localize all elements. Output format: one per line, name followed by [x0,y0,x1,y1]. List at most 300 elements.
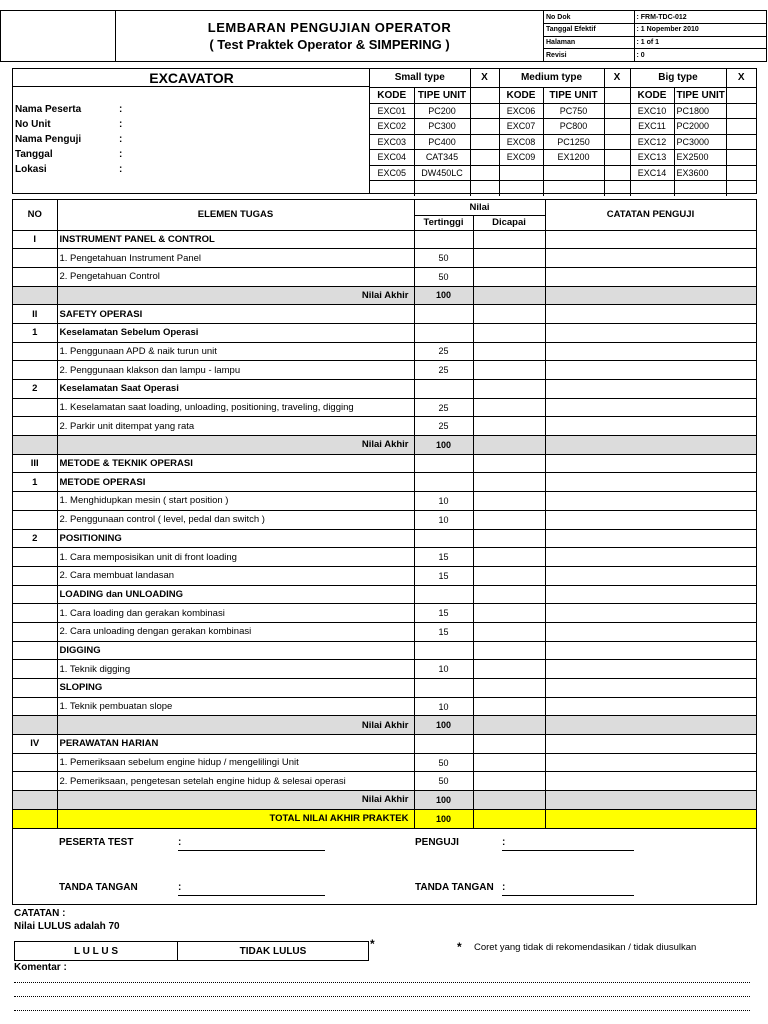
unit-kode: EXC08 [499,134,543,150]
unit-tipe: PC750 [543,103,604,119]
row-tertinggi [414,230,473,249]
row-tertinggi: 10 [414,492,473,511]
row-dicapai-input[interactable] [473,622,545,641]
excavator-title: EXCAVATOR [13,69,370,87]
unit-tipe: PC300 [414,119,470,135]
check-cell[interactable] [726,181,756,197]
row-dicapai-input[interactable] [473,380,545,399]
row-catatan-input[interactable] [545,604,756,623]
unit-type-grid [370,69,756,196]
row-tertinggi [414,473,473,492]
meta-key: Tanggal Efektif [544,24,634,37]
row-dicapai-input[interactable] [473,791,545,810]
row-elemen: METODE & TEKNIK OPERASI [57,454,414,473]
row-no [13,417,57,436]
row-tertinggi [414,305,473,324]
row-elemen: 1. Keselamatan saat loading, unloading, positioning, traveling, digging [57,398,414,417]
peserta-colon: : [178,837,182,848]
row-tertinggi: 50 [414,249,473,268]
row-catatan-input[interactable] [545,622,756,641]
field-label: No Unit [15,119,51,130]
title-line-2: ( Test Praktek Operator & SIMPERING ) [209,37,450,52]
status-asterisk: * [370,937,375,951]
task-row [13,249,756,268]
row-dicapai-input[interactable] [473,585,545,604]
row-no [13,585,57,604]
row-catatan-input[interactable] [545,548,756,567]
row-dicapai-input[interactable] [473,398,545,417]
penguji-label: PENGUJI [415,837,459,848]
row-elemen: 2. Penggunaan klakson dan lampu - lampu [57,361,414,380]
row-no [13,286,57,305]
title-line-1: LEMBARAN PENGUJIAN OPERATOR [207,20,452,35]
row-no [13,753,57,772]
row-elemen: 1. Teknik pembuatan slope [57,697,414,716]
unit-row [370,165,756,181]
row-tertinggi [414,735,473,754]
row-dicapai-input[interactable] [473,417,545,436]
row-tertinggi: 10 [414,697,473,716]
row-tertinggi: 100 [414,436,473,455]
field-colon: : [119,119,123,130]
row-tertinggi [414,323,473,342]
task-row [13,622,756,641]
unit-tipe: PC1250 [543,134,604,150]
section-row [13,230,756,249]
row-catatan-input[interactable] [545,772,756,791]
section-row [13,380,756,399]
tidak-lulus-option[interactable]: TIDAK LULUS [239,945,307,957]
check-cell[interactable] [604,150,630,166]
row-catatan-input[interactable] [545,249,756,268]
task-row [13,566,756,585]
evaluation-table [12,199,757,905]
row-elemen: SLOPING [57,679,414,698]
unit-tipe: DW450LC [414,165,470,181]
unit-tipe: PC400 [414,134,470,150]
row-no [13,398,57,417]
row-no: III [13,454,57,473]
row-dicapai-input[interactable] [473,323,545,342]
row-dicapai-input[interactable] [473,454,545,473]
row-catatan-input[interactable] [545,510,756,529]
task-row [13,342,756,361]
check-cell[interactable] [604,87,630,103]
check-cell[interactable] [604,103,630,119]
row-elemen: METODE OPERASI [57,473,414,492]
col-dicapai-header: Dicapai [473,215,545,230]
section-row [13,529,756,548]
row-tertinggi: 25 [414,398,473,417]
document-header [0,10,767,62]
row-elemen: 2. Cara membuat landasan [57,566,414,585]
row-dicapai-input[interactable] [473,361,545,380]
row-no [13,267,57,286]
row-dicapai-input[interactable] [473,492,545,511]
row-catatan-input[interactable] [545,492,756,511]
row-catatan-input[interactable] [545,305,756,324]
task-row [13,660,756,679]
check-cell[interactable] [604,165,630,181]
unit-tipe: PC3000 [674,134,726,150]
recommendation-note: Coret yang tidak di rekomendasikan / tidak diusulkan [474,942,697,953]
section-row [13,585,756,604]
unit-tipe: EX2500 [674,150,726,166]
document-title [116,11,544,61]
check-cell[interactable] [470,165,499,181]
row-no [13,492,57,511]
nilai-lulus-text: Nilai LULUS adalah 70 [14,921,120,932]
col-tipe-unit: TIPE UNIT [674,87,726,103]
col-elemen-header: ELEMEN TUGAS [57,200,414,230]
section-row [13,473,756,492]
total-row [13,809,756,828]
field-tanggal[interactable] [15,149,123,160]
row-tertinggi: 100 [414,716,473,735]
unit-tipe [543,181,604,197]
check-cell[interactable] [726,87,756,103]
field-lokasi[interactable] [15,164,123,175]
row-catatan-input[interactable] [545,585,756,604]
row-catatan-input[interactable] [545,454,756,473]
check-cell[interactable] [726,150,756,166]
tanda-tangan-penguji-label: TANDA TANGAN [415,882,494,893]
check-cell[interactable] [726,119,756,135]
row-dicapai-input[interactable] [473,548,545,567]
size-medium-mark[interactable]: X [604,69,630,87]
row-dicapai-input[interactable] [473,436,545,455]
field-colon: : [119,149,123,160]
row-dicapai-input[interactable] [473,679,545,698]
check-cell[interactable] [470,181,499,197]
check-cell[interactable] [470,87,499,103]
row-tertinggi: 25 [414,417,473,436]
row-catatan-input[interactable] [545,716,756,735]
size-big-mark[interactable]: X [726,69,756,87]
task-row [13,417,756,436]
row-tertinggi: 100 [414,791,473,810]
field-nama-penguji[interactable] [15,134,123,145]
check-cell[interactable] [604,119,630,135]
note-asterisk: * [457,940,462,954]
row-tertinggi [414,380,473,399]
row-catatan-input[interactable] [545,679,756,698]
unit-kode: EXC03 [370,134,414,150]
unit-kode: EXC13 [630,150,674,166]
unit-tipe: PC200 [414,103,470,119]
section-row [13,454,756,473]
field-label: Lokasi [15,164,47,175]
row-tertinggi: 15 [414,566,473,585]
col-nilai-header: Nilai [414,200,545,215]
row-catatan-input[interactable] [545,323,756,342]
row-no [13,361,57,380]
row-elemen: Nilai Akhir [57,436,414,455]
row-catatan-input[interactable] [545,398,756,417]
section-row [13,305,756,324]
col-tipe-unit: TIPE UNIT [414,87,470,103]
size-medium-label: Medium type [499,69,604,87]
check-cell[interactable] [604,134,630,150]
field-nama-peserta[interactable] [15,104,123,115]
row-tertinggi: 10 [414,660,473,679]
row-tertinggi: 10 [414,510,473,529]
row-catatan-input[interactable] [545,809,756,828]
participant-info [13,69,370,193]
row-catatan-input[interactable] [545,735,756,754]
row-no [13,641,57,660]
row-dicapai-input[interactable] [473,249,545,268]
row-dicapai-input[interactable] [473,641,545,660]
ttd-penguji-colon: : [502,882,506,893]
row-no: IV [13,735,57,754]
row-dicapai-input[interactable] [473,267,545,286]
catatan-label: CATATAN : [14,908,66,919]
row-dicapai-input[interactable] [473,809,545,828]
row-elemen: POSITIONING [57,529,414,548]
row-catatan-input[interactable] [545,641,756,660]
row-catatan-input[interactable] [545,417,756,436]
check-cell[interactable] [726,103,756,119]
row-catatan-input[interactable] [545,566,756,585]
unit-tipe: PC800 [543,119,604,135]
field-label: Nama Penguji [15,134,82,145]
unit-kode: EXC14 [630,165,674,181]
meta-value: : 0 [636,51,645,59]
task-row [13,697,756,716]
status-box [14,941,369,961]
unit-kode: EXC02 [370,119,414,135]
row-dicapai-input[interactable] [473,772,545,791]
ttd-peserta-colon: : [178,882,182,893]
row-dicapai-input[interactable] [473,697,545,716]
row-no [13,548,57,567]
row-elemen: 1. Teknik digging [57,660,414,679]
field-label: Tanggal [15,149,53,160]
row-no [13,566,57,585]
check-cell[interactable] [470,119,499,135]
comment-line[interactable] [14,996,750,997]
section-row [13,679,756,698]
row-dicapai-input[interactable] [473,305,545,324]
col-no-header: NO [13,200,57,230]
peserta-test-label: PESERTA TEST [59,837,134,848]
row-catatan-input[interactable] [545,230,756,249]
task-row [13,267,756,286]
col-catatan-header: CATATAN PENGUJI [545,200,756,230]
row-tertinggi [414,679,473,698]
unit-row [370,103,756,119]
row-catatan-input[interactable] [545,697,756,716]
unit-tipe: EX1200 [543,150,604,166]
row-tertinggi [414,454,473,473]
row-no [13,772,57,791]
row-elemen: DIGGING [57,641,414,660]
row-elemen: TOTAL NILAI AKHIR PRAKTEK [57,809,414,828]
row-dicapai-input[interactable] [473,566,545,585]
row-elemen: 2. Cara unloading dengan gerakan kombinasi [57,622,414,641]
row-catatan-input[interactable] [545,473,756,492]
unit-row [370,150,756,166]
row-no: 2 [13,529,57,548]
row-dicapai-input[interactable] [473,604,545,623]
check-cell[interactable] [604,181,630,197]
row-elemen: 2. Parkir unit ditempat yang rata [57,417,414,436]
row-catatan-input[interactable] [545,361,756,380]
unit-row [370,181,756,197]
row-elemen: 2. Pengetahuan Control [57,267,414,286]
row-elemen: 1. Pemeriksaan sebelum engine hidup / mengelilingi Unit [57,753,414,772]
field-no-unit[interactable] [15,119,123,130]
unit-row [370,119,756,135]
peserta-test-line[interactable] [178,850,325,851]
col-tipe-unit: TIPE UNIT [543,87,604,103]
penguji-line[interactable] [502,850,634,851]
row-catatan-input[interactable] [545,753,756,772]
task-row [13,510,756,529]
row-catatan-input[interactable] [545,380,756,399]
row-elemen: 1. Cara memposisikan unit di front loading [57,548,414,567]
row-tertinggi: 100 [414,286,473,305]
task-row [13,492,756,511]
nilai-akhir-row [13,791,756,810]
row-elemen: 1. Penggunaan APD & naik turun unit [57,342,414,361]
row-elemen: PERAWATAN HARIAN [57,735,414,754]
penguji-colon: : [502,837,506,848]
unit-kode [499,181,543,197]
comment-line[interactable] [14,982,750,983]
row-catatan-input[interactable] [545,436,756,455]
unit-kode: EXC04 [370,150,414,166]
check-cell[interactable] [470,134,499,150]
row-tertinggi: 50 [414,753,473,772]
task-row [13,398,756,417]
row-elemen: 1. Menghidupkan mesin ( start position ) [57,492,414,511]
col-tertinggi-header: Tertinggi [414,215,473,230]
row-no [13,342,57,361]
field-label: Nama Peserta [15,104,82,115]
row-no [13,716,57,735]
unit-kode: EXC11 [630,119,674,135]
meta-key: Halaman [544,36,634,49]
logo-area [1,11,116,61]
unit-tipe [414,181,470,197]
row-no: 2 [13,380,57,399]
task-row [13,361,756,380]
row-tertinggi: 15 [414,604,473,623]
row-dicapai-input[interactable] [473,473,545,492]
unit-row [370,134,756,150]
col-kode: KODE [630,87,674,103]
check-cell[interactable] [726,134,756,150]
row-tertinggi: 100 [414,809,473,828]
row-no [13,622,57,641]
row-no: I [13,230,57,249]
row-catatan-input[interactable] [545,791,756,810]
size-small-mark[interactable]: X [470,69,499,87]
row-tertinggi: 15 [414,622,473,641]
section-row [13,323,756,342]
row-dicapai-input[interactable] [473,529,545,548]
row-elemen: 2. Pemeriksaan, pengetesan setelah engine hidup & selesai operasi [57,772,414,791]
check-cell[interactable] [726,165,756,181]
row-dicapai-input[interactable] [473,716,545,735]
row-elemen: INSTRUMENT PANEL & CONTROL [57,230,414,249]
task-row [13,604,756,623]
row-dicapai-input[interactable] [473,342,545,361]
row-dicapai-input[interactable] [473,510,545,529]
row-tertinggi [414,641,473,660]
field-colon: : [119,134,123,145]
row-no [13,249,57,268]
check-cell[interactable] [470,150,499,166]
unit-kode: EXC09 [499,150,543,166]
nilai-akhir-row [13,286,756,305]
row-catatan-input[interactable] [545,286,756,305]
row-elemen: SAFETY OPERASI [57,305,414,324]
row-dicapai-input[interactable] [473,230,545,249]
row-elemen: Keselamatan Sebelum Operasi [57,323,414,342]
unit-kode: EXC12 [630,134,674,150]
unit-kode: EXC10 [630,103,674,119]
unit-tipe: CAT345 [414,150,470,166]
tanda-tangan-peserta-line[interactable] [178,895,325,896]
row-dicapai-input[interactable] [473,753,545,772]
row-tertinggi [414,529,473,548]
size-big-label: Big type [630,69,726,87]
row-catatan-input[interactable] [545,342,756,361]
row-dicapai-input[interactable] [473,660,545,679]
row-dicapai-input[interactable] [473,735,545,754]
row-elemen: Keselamatan Saat Operasi [57,380,414,399]
row-tertinggi: 25 [414,342,473,361]
row-dicapai-input[interactable] [473,286,545,305]
row-elemen: 1. Pengetahuan Instrument Panel [57,249,414,268]
meta-value: : FRM-TDC-012 [634,11,766,24]
row-catatan-input[interactable] [545,660,756,679]
row-no [13,697,57,716]
meta-value: : 1 Nopember 2010 [634,24,766,37]
unit-kode [370,181,414,197]
row-catatan-input[interactable] [545,529,756,548]
task-row [13,772,756,791]
tanda-tangan-peserta-label: TANDA TANGAN [59,882,138,893]
unit-tipe [674,181,726,197]
document-meta [544,11,766,61]
row-tertinggi [414,585,473,604]
lulus-option[interactable]: L U L U S [15,942,178,961]
col-kode: KODE [499,87,543,103]
task-row [13,548,756,567]
row-elemen: LOADING dan UNLOADING [57,585,414,604]
row-elemen: 1. Cara loading dan gerakan kombinasi [57,604,414,623]
unit-kode: EXC05 [370,165,414,181]
unit-kode: EXC07 [499,119,543,135]
row-catatan-input[interactable] [545,267,756,286]
comment-line[interactable] [14,1010,750,1011]
row-no [13,510,57,529]
tanda-tangan-penguji-line[interactable] [502,895,634,896]
field-colon: : [119,104,123,115]
row-no [13,809,57,828]
row-no [13,679,57,698]
row-no: II [13,305,57,324]
row-tertinggi: 50 [414,267,473,286]
meta-key: No Dok [544,11,634,24]
check-cell[interactable] [470,103,499,119]
unit-kode [499,165,543,181]
row-elemen: Nilai Akhir [57,791,414,810]
